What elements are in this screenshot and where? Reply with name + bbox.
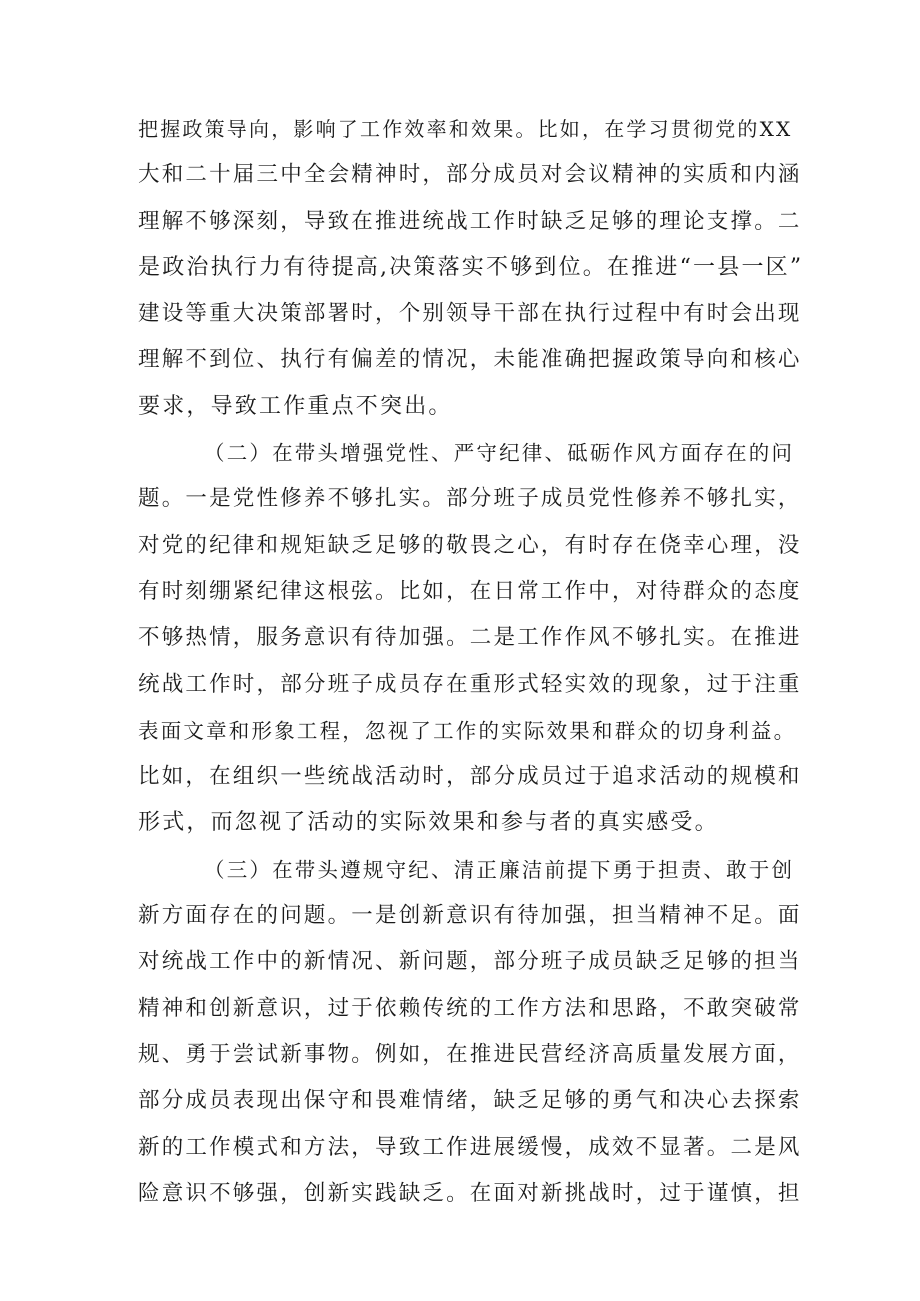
text-line: 建设等重大决策部署时，个别领导干部在执行过程中有时会出现 <box>138 301 802 327</box>
document-body <box>138 106 803 1217</box>
text-line: 规、勇于尝试新事物。例如，在推进民营经济高质量发展方面， <box>138 1041 802 1067</box>
text-line: 题。一是党性修养不够扎实。部分班子成员党性修养不够扎实， <box>138 486 802 512</box>
section-heading-line: （二）在带头增强党性、严守纪律、砥砺作风方面存在的问 <box>204 441 795 466</box>
text-line: 表面文章和形象工程，忽视了工作的实际效果和群众的切身利益。 <box>138 718 797 743</box>
section-heading-line: （三）在带头遵规守纪、清正廉洁前提下勇于担责、敢于创 <box>204 857 795 882</box>
text-line: 对统战工作中的新情况、新问题，部分班子成员缺乏足够的担当 <box>138 949 802 975</box>
text-line: 不够热情，服务意识有待加强。二是工作作风不够扎实。在推进 <box>138 625 802 651</box>
text-line: 有时刻绷紧纪律这根弦。比如，在日常工作中，对待群众的态度 <box>138 578 802 604</box>
text-line: 部分成员表现出保守和畏难情绪，缺乏足够的勇气和决心去探索 <box>138 1088 802 1114</box>
text-line: 大和二十届三中全会精神时，部分成员对会议精神的实质和内涵 <box>138 162 802 188</box>
text-line: 比如，在组织一些统战活动时，部分成员过于追求活动的规模和 <box>138 764 802 790</box>
text-line: 新方面存在的问题。一是创新意识有待加强，担当精神不足。面 <box>138 903 802 929</box>
text-line: 是政治执行力有待提高,决策落实不够到位。在推进“一县一区” <box>138 254 804 280</box>
text-line: 精神和创新意识，过于依赖传统的工作方法和思路，不敢突破常 <box>138 995 802 1021</box>
text-line: 理解不到位、执行有偏差的情况，未能准确把握政策导向和核心 <box>138 347 802 373</box>
text-line: 要求，导致工作重点不突出。 <box>138 393 453 419</box>
text-line: 形式，而忽视了活动的实际效果和参与者的真实感受。 <box>138 810 719 836</box>
text-line: 对党的纪律和规矩缺乏足够的敬畏之心，有时存在侥幸心理，没 <box>138 532 802 558</box>
text-line: 新的工作模式和方法，导致工作进展缓慢，成效不显著。二是风 <box>138 1134 802 1160</box>
text-line: 理解不够深刻，导致在推进统战工作时缺乏足够的理论支撑。二 <box>138 208 802 234</box>
text-line: 把握政策导向，影响了工作效率和效果。比如，在学习贯彻党的XX <box>138 117 793 141</box>
text-line: 险意识不够强，创新实践缺乏。在面对新挑战时，过于谨慎，担 <box>138 1180 802 1206</box>
text-line: 统战工作时，部分班子成员存在重形式轻实效的现象，过于注重 <box>138 671 802 697</box>
